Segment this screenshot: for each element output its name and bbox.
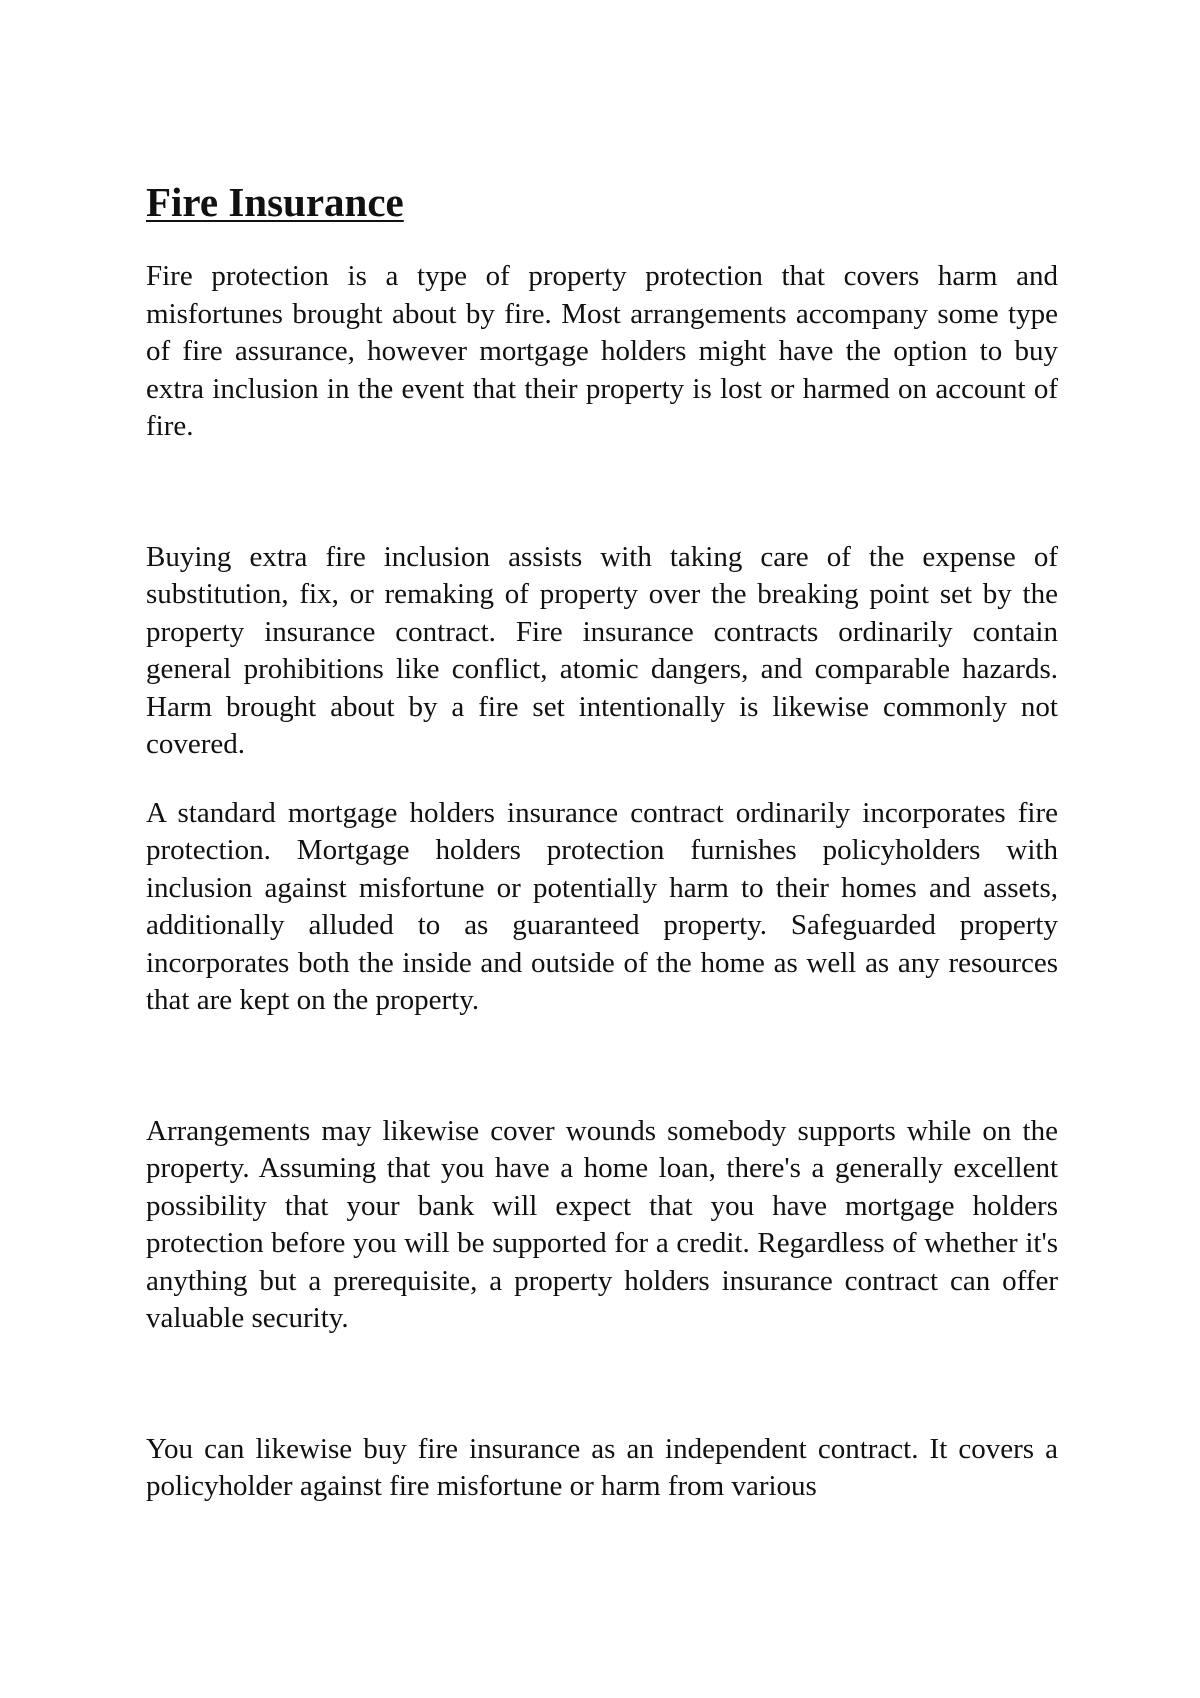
document-title: Fire Insurance bbox=[146, 179, 404, 225]
paragraph-independent-contract: You can likewise buy fire insurance as an independent contract. It covers a policyholder against fire misfortune or harm from various bbox=[146, 1432, 1058, 1502]
paragraph-standard-mortgage-contract: A standard mortgage holders insurance contract ordinarily incorporates fire protection. Mortgage holders protection furnishes policyholders with inclusion against misfortune or potentially harm to their homes and assets, additionally alluded to as guaranteed property. Safeguarded property incorporates both the inside and outside of the home as well as any resources that are kept on the property. bbox=[146, 796, 1058, 1016]
paragraph-fire-protection-definition: Fire protection is a type of property protection that covers harm and misfortunes brought about by fire. Most arrangements accompany some type of fire assurance, however mortgage holders might have the option to buy extra inclusion in the event that their property is lost or harmed on account of fire. bbox=[146, 260, 1058, 442]
paragraph-injury-and-home-loan: Arrangements may likewise cover wounds somebody supports while on the property. Assuming that you have a home loan, there's a generally excellent possibility that your bank will expect that you have mortgage holders protection before you will be supported for a credit. Regardless of whether it's anything but a prerequisite, a property holders insurance contract can offer valuable security. bbox=[146, 1114, 1058, 1334]
document-page bbox=[146, 178, 1058, 1506]
paragraph-extra-fire-inclusion: Buying extra fire inclusion assists with taking care of the expense of substitution, fix, or remaking of property over the breaking point set by the property insurance contract. Fire insurance contracts ordinarily contain general prohibitions like conflict, atomic dangers, and comparable hazards. Harm brought about by a fire set intentionally is likewise commonly not covered. bbox=[146, 540, 1058, 760]
